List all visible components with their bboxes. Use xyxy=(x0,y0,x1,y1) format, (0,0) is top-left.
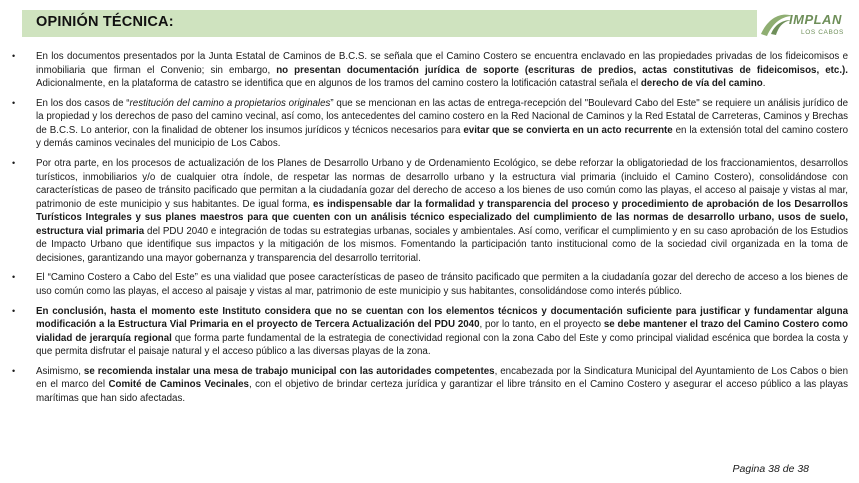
opinion-body xyxy=(12,50,848,412)
paragraph-text: en la extensión total del camino costero y demás caminos vecinales del municipio de Los Cabos. xyxy=(36,124,849,150)
paragraph-text: En los documentos presentados por la Junta Estatal de Caminos de B.C.S. se señala que el Camino Costero se encuentra enclavado en las propiedades privadas de los fideicomisos e inmobiliaria que firman el Convenio; sin embargo, xyxy=(36,51,848,76)
paragraph-text: Por otra parte, en los procesos de actualización de los Planes de Desarrollo Urbano y de Ordenamiento Ecológico, se debe reforzar la obligatoriedad de los fraccionamientos, desarrollos turísticos, inmobiliarios y/o de cualquier otra índole, de respetar las normas de desarrollo urbano y la estructura vial primaria (incluido el Camino Costero), consolidándose con características de paseo de tránsito pacificado que permitan a la ciudadanía gozar del derecho de acceso a los bienes de uso común como las playas, el acceso al paisaje y vistas al mar, patrimonio de este municipio y sus habitantes. De igual forma, xyxy=(36,158,848,210)
bullet-icon: • xyxy=(12,51,16,61)
bullet-icon: • xyxy=(12,158,16,169)
paragraph-text: que forma parte fundamental de la estrategia de conectividad regional con la zona Cabo del Este y como principal vialidad escénica que bordea la costa y que permita disfrutar el paisaje natural y el acceso público a las diversas playas de la zona. xyxy=(36,332,848,358)
implan-logo xyxy=(757,8,851,42)
bullet-icon: • xyxy=(12,97,16,108)
emphasis-text: no presentan documentación jurídica de soporte (escrituras de predios, actas constitutivas de fideicomisos, etc.). xyxy=(276,64,848,76)
paragraph-text: Adicionalmente, en la plataforma de catastro se identifica que en algunos de los tramos del camino costero la lotificación catastral señala el xyxy=(36,78,641,89)
paragraph-text: ” que se mencionan en las actas de entrega-recepción del "Boulevard Cabo del Este" se requiere un análisis jurídico de la propiedad y los derechos de paso del camino vecinal, así como, los antecedentes del camino costero en la Red Nacional de Caminos y la Red Estatal de Carreteras, Caminos y Brechas de B.C.S. Lo anterior, con la finalidad de obtener los insumos jurídicos y técnicos necesarios para xyxy=(36,97,848,136)
bullet-paragraph xyxy=(12,271,848,298)
bullet-paragraph xyxy=(12,305,848,359)
paragraph-text: , por lo tanto, en el proyecto xyxy=(479,319,604,331)
bullet-paragraph xyxy=(12,365,848,406)
paragraph-text: El “Camino Costero a Cabo del Este” es una vialidad que posee características de paseo de tránsito pacificado que permiten a la ciudadanía gozar del derecho de acceso a los bienes de uso común como las playas, el acceso al paisaje y vistas al mar, patrimonio de este municipio y sus habitantes, consolidándose como interés público. xyxy=(36,272,848,297)
emphasis-text: derecho de vía del camino xyxy=(640,78,763,89)
logo-subtitle: LOS CABOS xyxy=(801,29,844,36)
paragraph-text: , con el objetivo de brindar certeza jurídica y garantizar el libre tránsito en el Camino Costero y asegurar el acceso público a las playas marítimas que han sido afectadas. xyxy=(36,379,848,404)
emphasis-text: Comité de Caminos Vecinales xyxy=(108,379,249,391)
emphasis-text: En conclusión, hasta el momento este Instituto considera que no se cuentan con los elementos técnicos y documentación suficiente para justificar y fundamentar alguna modificación a la Estructura Vial Primaria en el proyecto de Tercera Actualización del PDU 2040 xyxy=(36,305,848,331)
paragraph-text: del PDU 2040 e integración de todas su estrategias urbanas, sociales y ambientales. Así como, verificar el cumplimiento y en su caso aprobación de los Estudios de Impacto Urbano que identifique sus impactos y la mitigación de los mismos. Fomentando la participación tanto institucional como de la sociedad civil organizada en la toma de decisiones, garantizando una mayor gobernanza y transparencia del desarrollo territorial. xyxy=(36,225,849,264)
bullet-paragraph xyxy=(12,50,848,91)
paragraph-text: Asimismo, xyxy=(36,365,84,377)
emphasis-text: evitar que se convierta en un acto recurrente xyxy=(463,124,673,136)
section-title: OPINIÓN TÉCNICA: xyxy=(36,14,174,30)
paragraph-text: restitución del camino a propietarios originales xyxy=(129,97,331,109)
section-header-bar xyxy=(22,10,848,37)
logo-text: IMPLAN xyxy=(789,12,842,27)
paragraph-text: . xyxy=(762,78,766,89)
page-number: Pagina 38 de 38 xyxy=(732,463,809,475)
emphasis-text: se debe mantener el trazo del Camino Costero como vialidad de jerarquía regional xyxy=(36,319,848,344)
bullet-icon: • xyxy=(12,272,16,283)
emphasis-text: se recomienda instalar una mesa de trabajo municipal con las autoridades competentes xyxy=(83,365,495,377)
paragraph-text: En los dos casos de “ xyxy=(36,97,130,109)
bullet-paragraph xyxy=(12,157,848,265)
emphasis-text: es indispensable dar la formalidad y transparencia del proceso y procedimiento de aprobación de los Desarrollos Turísticos Integrales y sus planes maestros para que cuenten con un análisis técnico especializado del cumplimiento de las normas de desarrollo urbano, usos de suelo, estructura vial primaria xyxy=(36,198,848,237)
paragraph-text: , encabezada por la Sindicatura Municipal del Ayuntamiento de Los Cabos o bien en el marco del xyxy=(36,365,849,391)
bullet-icon: • xyxy=(12,305,16,316)
bullet-icon: • xyxy=(12,365,16,376)
bullet-paragraph xyxy=(12,97,848,151)
